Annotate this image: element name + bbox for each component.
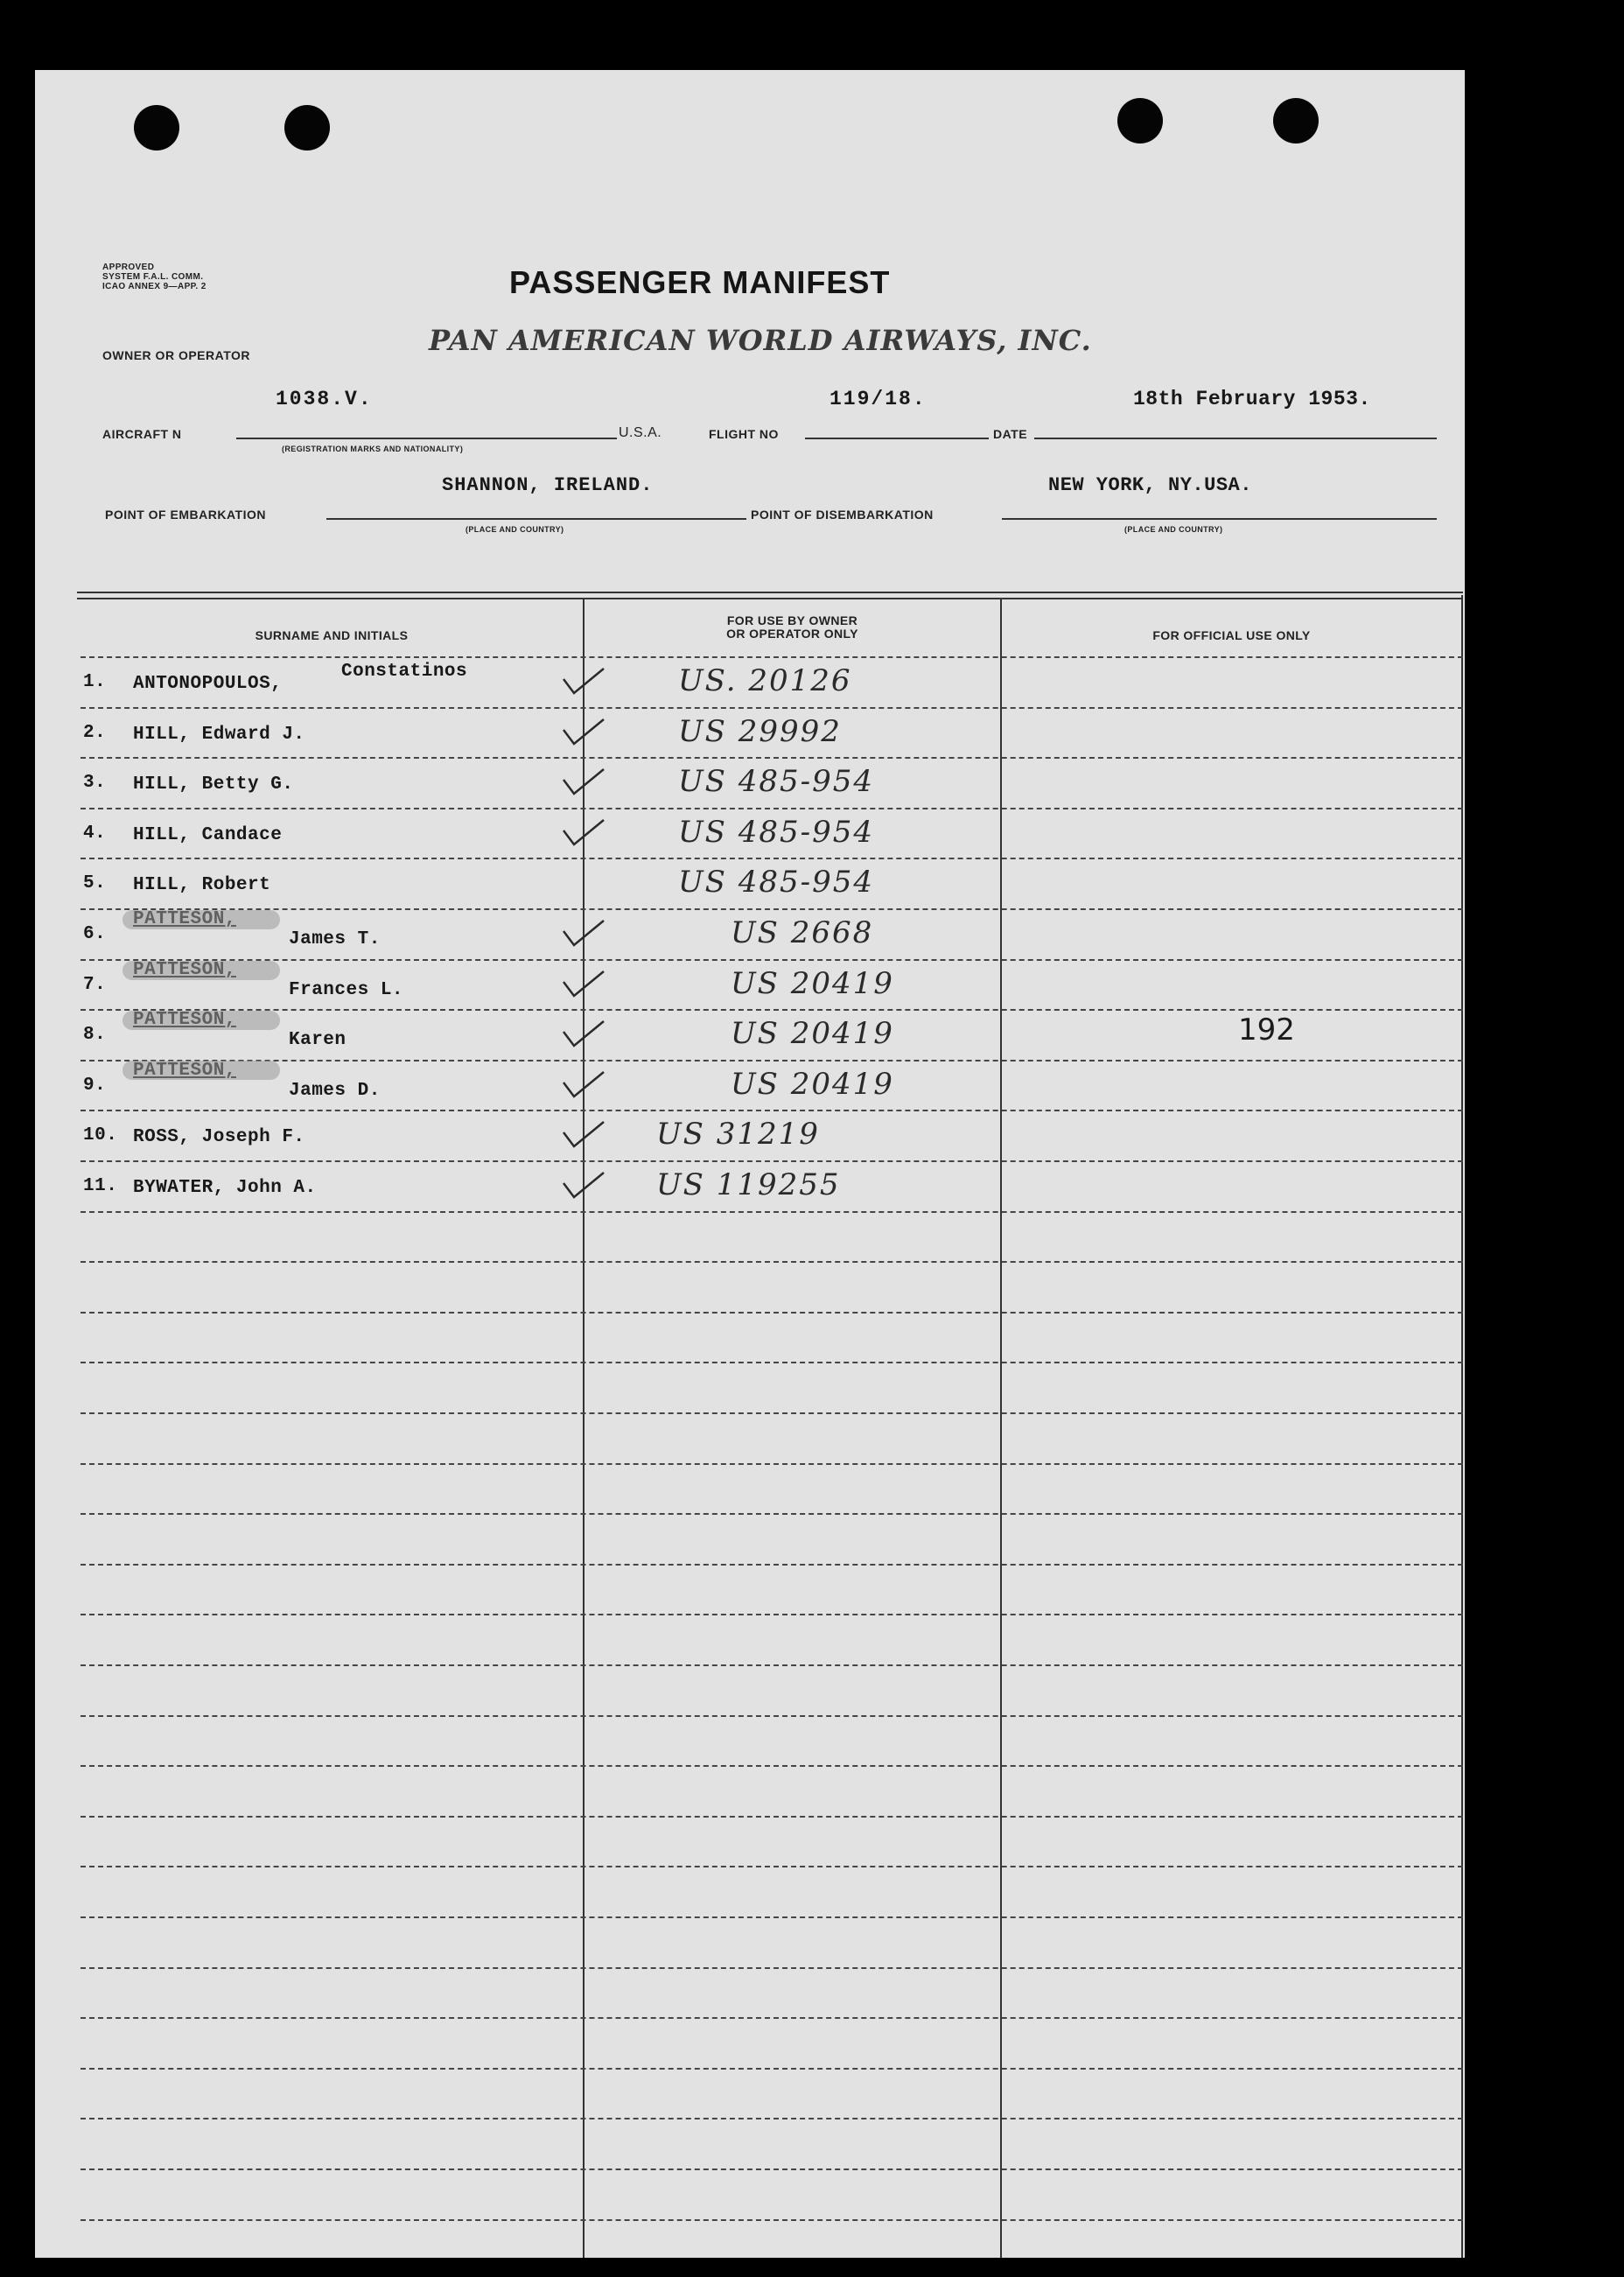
ruled-line [80,1614,1463,1615]
passport-number: US 485-954 [678,865,875,900]
check-mark-icon [560,1169,607,1201]
aircraft-value: 1038.V. [276,388,373,410]
table-row [35,1162,1461,1213]
redaction-smudge [122,1011,280,1030]
aircraft-sub-label: (REGISTRATION MARKS AND NATIONALITY) [282,445,464,453]
passenger-given-name: James D. [289,1080,381,1101]
disembarkation-sub-label: (PLACE AND COUNTRY) [1124,525,1223,534]
row-number: 4. [83,823,107,844]
passport-number: US 485-954 [678,814,875,850]
ruled-line [80,1866,1463,1867]
ruled-line [80,2118,1463,2119]
passenger-given-name: Frances L. [289,979,404,1000]
ruled-line [80,1715,1463,1717]
column-header-operator-line: FOR USE BY OWNER [726,613,858,627]
table-row [35,759,1461,809]
owner-label: OWNER OR OPERATOR [102,348,250,362]
column-header-operator-line: OR OPERATOR ONLY [726,627,858,641]
passport-number: US 20419 [731,1016,894,1052]
aircraft-suffix: U.S.A. [619,425,662,440]
ruled-line [80,1362,1463,1363]
punch-hole [1273,98,1319,144]
passenger-name: HILL, Candace [133,824,283,845]
disembarkation-value: NEW YORK, NY.USA. [1048,474,1252,496]
passenger-name: HILL, Betty G. [133,774,294,795]
punch-hole [284,105,330,151]
redaction-smudge [122,961,280,980]
ruled-line [80,2219,1463,2221]
embarkation-underline [326,518,746,520]
punch-hole [134,105,179,151]
approval-line: ICAO ANNEX 9—APP. 2 [102,282,206,291]
row-number: 9. [83,1075,107,1096]
check-mark-icon [560,816,607,848]
table-top-rule [77,598,1463,599]
ruled-line [80,1564,1463,1566]
passport-number: US 20419 [731,965,894,1001]
column-header-operator [584,614,1000,641]
ruled-line [80,1967,1463,1969]
ruled-line [80,1261,1463,1263]
passenger-name: HILL, Edward J. [133,724,305,745]
row-number: 7. [83,974,107,995]
row-number: 2. [83,722,107,743]
redaction-smudge [122,910,280,929]
ruled-line [80,2017,1463,2019]
official-note: 192 [1238,1012,1295,1047]
table-row [35,658,1461,709]
check-mark-icon [560,766,607,797]
check-mark-icon [560,917,607,949]
row-number: 1. [83,672,107,692]
row-number: 6. [83,924,107,944]
row-number: 10. [83,1125,118,1146]
aircraft-label: AIRCRAFT N [102,427,182,441]
flight-label: FLIGHT NO [709,427,779,441]
passenger-name: HILL, Robert [133,875,271,896]
check-mark-icon [560,665,607,697]
approval-block [102,263,206,291]
passenger-name: ANTONOPOULOS, [133,674,283,694]
passenger-name: BYWATER, John A. [133,1178,317,1198]
column-header-surname: SURNAME AND INITIALS [255,628,409,642]
aircraft-underline [236,438,617,439]
embarkation-sub-label: (PLACE AND COUNTRY) [466,525,564,534]
sheet-right-edge [1461,595,1463,2258]
table-row [35,859,1461,910]
date-value: 18th February 1953. [1133,388,1371,410]
passenger-given-name: James T. [289,929,381,949]
page-title: PASSENGER MANIFEST [509,264,891,300]
ruled-line [80,1916,1463,1918]
approval-line: APPROVED [102,263,155,272]
disembarkation-label: POINT OF DISEMBARKATION [751,508,934,522]
passport-number: US 119255 [656,1167,841,1202]
ruled-line [80,1312,1463,1314]
row-number: 5. [83,873,107,894]
ruled-line [80,1765,1463,1767]
embarkation-label: POINT OF EMBARKATION [105,508,266,522]
check-mark-icon [560,716,607,747]
check-mark-icon [560,1118,607,1150]
passport-number: US 29992 [678,713,842,749]
column-header-official: FOR OFFICIAL USE ONLY [1152,628,1311,642]
ruled-line [80,2068,1463,2070]
table-top-rule [77,592,1463,593]
passport-number: US. 20126 [678,663,852,698]
disembarkation-underline [1002,518,1437,520]
ruled-line [80,1513,1463,1515]
date-label: DATE [993,427,1028,441]
check-mark-icon [560,1068,607,1100]
table-row [35,809,1461,860]
flight-underline [805,438,989,439]
ruled-line [80,2168,1463,2170]
row-number: 3. [83,773,107,794]
passport-number: US 20419 [731,1066,894,1102]
flight-value: 119/18. [830,388,927,410]
airline-name: PAN AMERICAN WORLD AIRWAYS, INC. [429,324,1092,357]
ruled-line [80,1463,1463,1465]
redaction-smudge [122,1061,280,1080]
ruled-line [80,1664,1463,1666]
manifest-sheet [35,70,1465,2258]
punch-hole [1117,98,1163,144]
date-underline [1034,438,1437,439]
ruled-line [80,1412,1463,1414]
ruled-line [80,1816,1463,1818]
passenger-name: ROSS, Joseph F. [133,1127,305,1148]
approval-line: SYSTEM F.A.L. COMM. [102,272,204,282]
passport-number: US 2668 [731,915,874,950]
table-row [35,709,1461,760]
passport-number: US 485-954 [678,764,875,800]
check-mark-icon [560,1018,607,1049]
row-number: 8. [83,1025,107,1046]
passport-number: US 31219 [656,1117,820,1153]
check-mark-icon [560,968,607,999]
table-row [35,1111,1461,1162]
row-number: 11. [83,1176,118,1196]
embarkation-value: SHANNON, IRELAND. [442,474,654,496]
passenger-given-name: Karen [289,1030,346,1051]
passenger-given-name: Constatinos [341,662,468,682]
